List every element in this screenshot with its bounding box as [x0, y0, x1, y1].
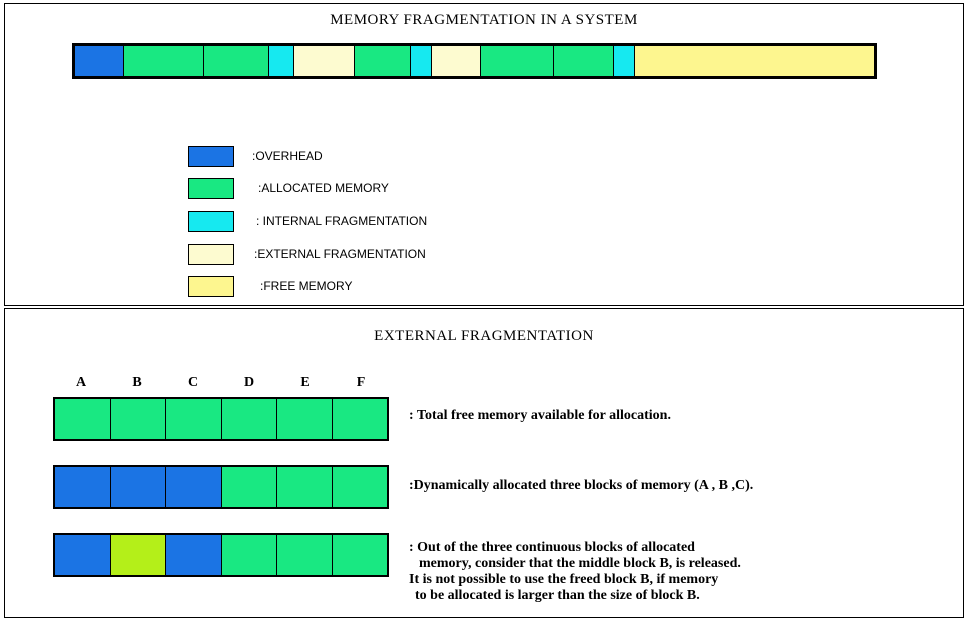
block-b-released: [111, 535, 167, 575]
fragmentation-overview-panel: [4, 3, 964, 306]
memory-segment-internal: [269, 46, 294, 76]
block-c-allocated: [166, 399, 222, 439]
block-d-allocated: [222, 399, 278, 439]
block-a-allocated: [55, 399, 111, 439]
memory-segment-overhead: [75, 46, 124, 76]
memory-segment-allocated: [481, 46, 554, 76]
memory-segment-allocated: [204, 46, 269, 76]
memory-segment-external: [432, 46, 481, 76]
memory-bar: [72, 43, 877, 79]
block-c-overhead: [166, 535, 222, 575]
memory-segment-allocated: [124, 46, 205, 76]
block-d-allocated: [222, 467, 278, 507]
legend-item-internal: [188, 210, 427, 232]
row-description-allocated: [409, 478, 753, 494]
legend-item-allocated: [188, 177, 389, 199]
memory-segment-internal: [614, 46, 635, 76]
column-label-f: F: [356, 375, 366, 390]
legend-swatch-internal: [188, 211, 234, 232]
row-description-free: [409, 408, 671, 424]
block-e-allocated: [277, 467, 333, 507]
description-line: It is not possible to use the freed block B, if memory: [409, 572, 719, 587]
block-row-allocated: [53, 465, 389, 509]
block-f-allocated: [333, 399, 388, 439]
column-label-d: D: [243, 375, 255, 390]
overview-title: MEMORY FRAGMENTATION IN A SYSTEM: [330, 12, 638, 28]
block-row-free: [53, 397, 389, 441]
block-e-allocated: [277, 399, 333, 439]
description-line: :Dynamically allocated three blocks of memory (A , B ,C).: [409, 478, 754, 493]
legend-swatch-external: [188, 244, 234, 265]
legend-swatch-overhead: [188, 146, 234, 167]
memory-segment-allocated: [554, 46, 615, 76]
legend-item-free: [188, 275, 352, 297]
column-label-b: B: [132, 375, 142, 390]
column-label-e: E: [300, 375, 310, 390]
block-b-overhead: [111, 467, 167, 507]
column-label-c: C: [187, 375, 199, 390]
block-a-overhead: [55, 467, 111, 507]
block-f-allocated: [333, 535, 388, 575]
legend-swatch-free: [188, 276, 234, 297]
legend-label-free: :FREE MEMORY: [260, 279, 353, 293]
block-row-released: [53, 533, 389, 577]
memory-segment-external: [294, 46, 355, 76]
block-f-allocated: [333, 467, 388, 507]
legend-item-external: [188, 243, 426, 265]
memory-segment-free: [635, 46, 874, 76]
memory-segment-internal: [411, 46, 432, 76]
description-line: to be allocated is larger than the size of block B.: [415, 588, 700, 603]
external-fragmentation-title: EXTERNAL FRAGMENTATION: [374, 328, 594, 344]
description-line: : Out of the three continuous blocks of allocated: [409, 540, 695, 555]
legend-swatch-allocated: [188, 178, 234, 199]
description-line: memory, consider that the middle block B, is released.: [419, 556, 741, 571]
column-label-a: A: [75, 375, 87, 390]
block-column-labels: [53, 375, 389, 391]
legend-label-internal: : INTERNAL FRAGMENTATION: [256, 214, 428, 228]
legend-label-external: :EXTERNAL FRAGMENTATION: [254, 247, 426, 261]
block-e-allocated: [277, 535, 333, 575]
description-line: : Total free memory available for allocation.: [409, 408, 671, 423]
block-d-allocated: [222, 535, 278, 575]
legend-label-overhead: :OVERHEAD: [252, 149, 323, 163]
block-b-allocated: [111, 399, 167, 439]
external-fragmentation-panel: [4, 308, 964, 618]
block-a-overhead: [55, 535, 111, 575]
memory-segment-allocated: [355, 46, 412, 76]
legend-label-allocated: :ALLOCATED MEMORY: [258, 181, 389, 195]
legend-item-overhead: [188, 145, 323, 167]
row-description-released: [409, 540, 741, 604]
block-c-overhead: [166, 467, 222, 507]
